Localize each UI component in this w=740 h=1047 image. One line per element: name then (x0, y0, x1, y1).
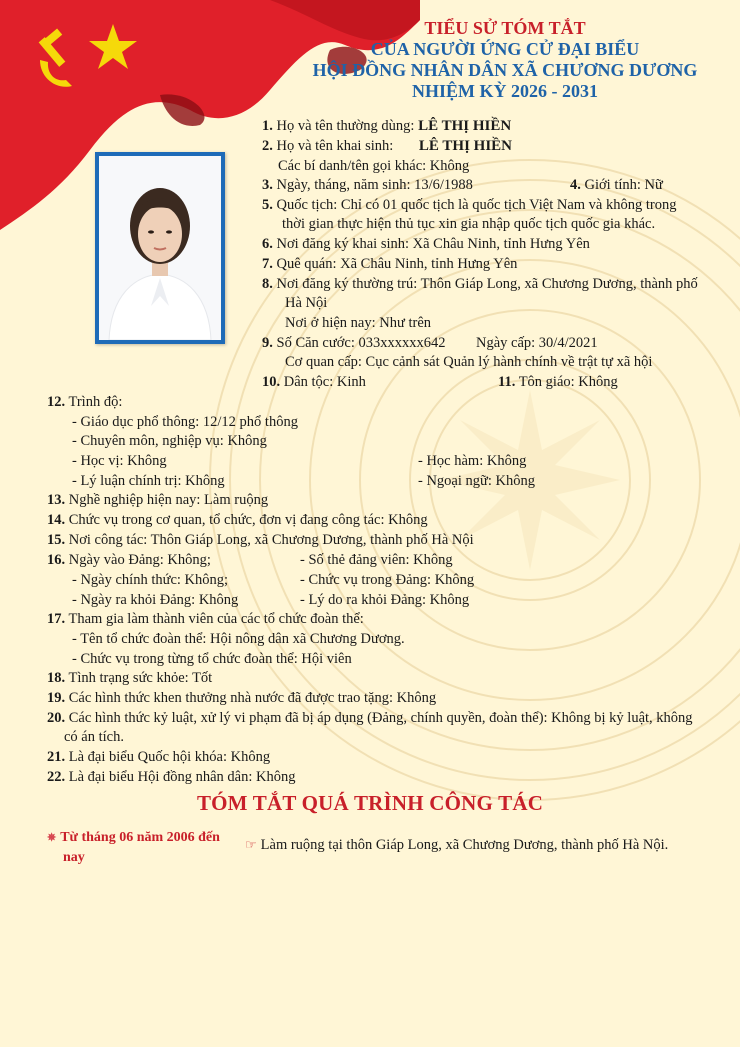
item-13: 13. Nghề nghiệp hiện nay: Làm ruộng (47, 492, 269, 508)
item-20-cont: có án tích. (64, 729, 124, 745)
item-12-politics: - Lý luận chính trị: Không (72, 473, 225, 489)
item-14: 14. Chức vụ trong cơ quan, tổ chức, đơn vị đang công tác: Không (47, 512, 428, 528)
item-21: 21. Là đại biểu Quốc hội khóa: Không (47, 749, 271, 765)
title-line-4: NHIỆM KỲ 2026 - 2031 (412, 81, 598, 101)
item-8-current: Nơi ở hiện nay: Như trên (285, 315, 432, 331)
item-16-official: - Ngày chính thức: Không; (72, 572, 229, 588)
work-history-title: TÓM TẮT QUÁ TRÌNH CÔNG TÁC (196, 791, 544, 815)
item-12-title: - Học hàm: Không (418, 453, 527, 469)
item-2-aliases: Các bí danh/tên gọi khác: Không (278, 158, 470, 174)
item-16-reason: - Lý do ra khỏi Đảng: Không (300, 592, 470, 608)
title-line-3: HỘI ĐỒNG NHÂN DÂN XÃ CHƯƠNG DƯƠNG (312, 60, 698, 80)
item-9: 9. Số Căn cước: 033xxxxxx642 (262, 335, 446, 351)
item-8-cont: Hà Nội (285, 295, 328, 311)
item-22: 22. Là đại biểu Hội đồng nhân dân: Không (47, 769, 296, 785)
item-1: 1. Họ và tên thường dùng: LÊ THỊ HIỀN (262, 118, 512, 134)
item-3: 3. Ngày, tháng, năm sinh: 13/6/1988 (262, 177, 473, 193)
candidate-photo (95, 152, 225, 344)
portrait-image (99, 156, 221, 340)
item-5: 5. Quốc tịch: Chỉ có 01 quốc tịch là quốc tịch Việt Nam và không trong (262, 197, 677, 213)
hand-pointer-icon: ☞ (245, 837, 257, 852)
title-line-2: CỦA NGƯỜI ỨNG CỬ ĐẠI BIỂU (370, 39, 640, 59)
work-entry-description: ☞ Làm ruộng tại thôn Giáp Long, xã Chương Dương, thành phố Hà Nội. (245, 837, 669, 853)
item-17-role: - Chức vụ trong từng tổ chức đoàn thể: Hội viên (72, 651, 352, 667)
item-12-language: - Ngoại ngữ: Không (418, 473, 535, 489)
item-16-card: - Số thẻ đảng viên: Không (300, 552, 453, 568)
item-5-cont: thời gian thực hiện thủ tục xin gia nhập quốc tịch quốc gia khác. (282, 216, 656, 232)
item-4: 4. Giới tính: Nữ (570, 177, 663, 193)
item-8: 8. Nơi đăng ký thường trú: Thôn Giáp Long, xã Chương Dương, thành phố (262, 276, 698, 292)
item-9-authority: Cơ quan cấp: Cục cảnh sát Quản lý hành chính về trật tự xã hội (285, 354, 653, 370)
item-12-general: - Giáo dục phổ thông: 12/12 phổ thông (72, 414, 298, 430)
item-9-issued: Ngày cấp: 30/4/2021 (476, 335, 598, 351)
item-12-degree: - Học vị: Không (72, 453, 167, 469)
item-2: 2. Họ và tên khai sinh: LÊ THỊ HIỀN (262, 138, 513, 154)
title-line-1: TIỂU SỬ TÓM TẮT (424, 18, 586, 38)
item-16-left: - Ngày ra khỏi Đảng: Không (72, 592, 239, 608)
star-bullet-icon: ✵ (47, 832, 57, 844)
item-16: 16. Ngày vào Đảng: Không; (47, 552, 211, 568)
common-name: LÊ THỊ HIỀN (418, 118, 512, 134)
item-17-org: - Tên tổ chức đoàn thể: Hội nông dân xã Chương Dương. (72, 631, 405, 647)
item-15: 15. Nơi công tác: Thôn Giáp Long, xã Chương Dương, thành phố Hà Nội (47, 532, 474, 548)
birth-name: LÊ THỊ HIỀN (418, 138, 513, 154)
item-20: 20. Các hình thức kỷ luật, xử lý vi phạm đã bị áp dụng (Đảng, chính quyền, đoàn thể): Không bị kỷ luật, không (47, 710, 693, 726)
item-12: 12. Trình độ: (47, 394, 123, 410)
document-header (290, 18, 720, 102)
item-7: 7. Quê quán: Xã Châu Ninh, tỉnh Hưng Yên (262, 256, 518, 272)
item-6: 6. Nơi đăng ký khai sinh: Xã Châu Ninh, tỉnh Hưng Yên (262, 236, 590, 252)
item-16-position: - Chức vụ trong Đảng: Không (300, 572, 475, 588)
item-19: 19. Các hình thức khen thưởng nhà nước đã được trao tặng: Không (47, 690, 437, 706)
item-11: 11. Tôn giáo: Không (498, 374, 618, 390)
work-entry-period: ✵ Từ tháng 06 năm 2006 đến nay (47, 830, 220, 865)
item-17: 17. Tham gia làm thành viên của các tổ chức đoàn thể: (47, 611, 364, 627)
item-12-specialty: - Chuyên môn, nghiệp vụ: Không (72, 433, 267, 449)
item-18: 18. Tình trạng sức khỏe: Tốt (47, 670, 213, 686)
item-10: 10. Dân tộc: Kinh (262, 374, 366, 390)
